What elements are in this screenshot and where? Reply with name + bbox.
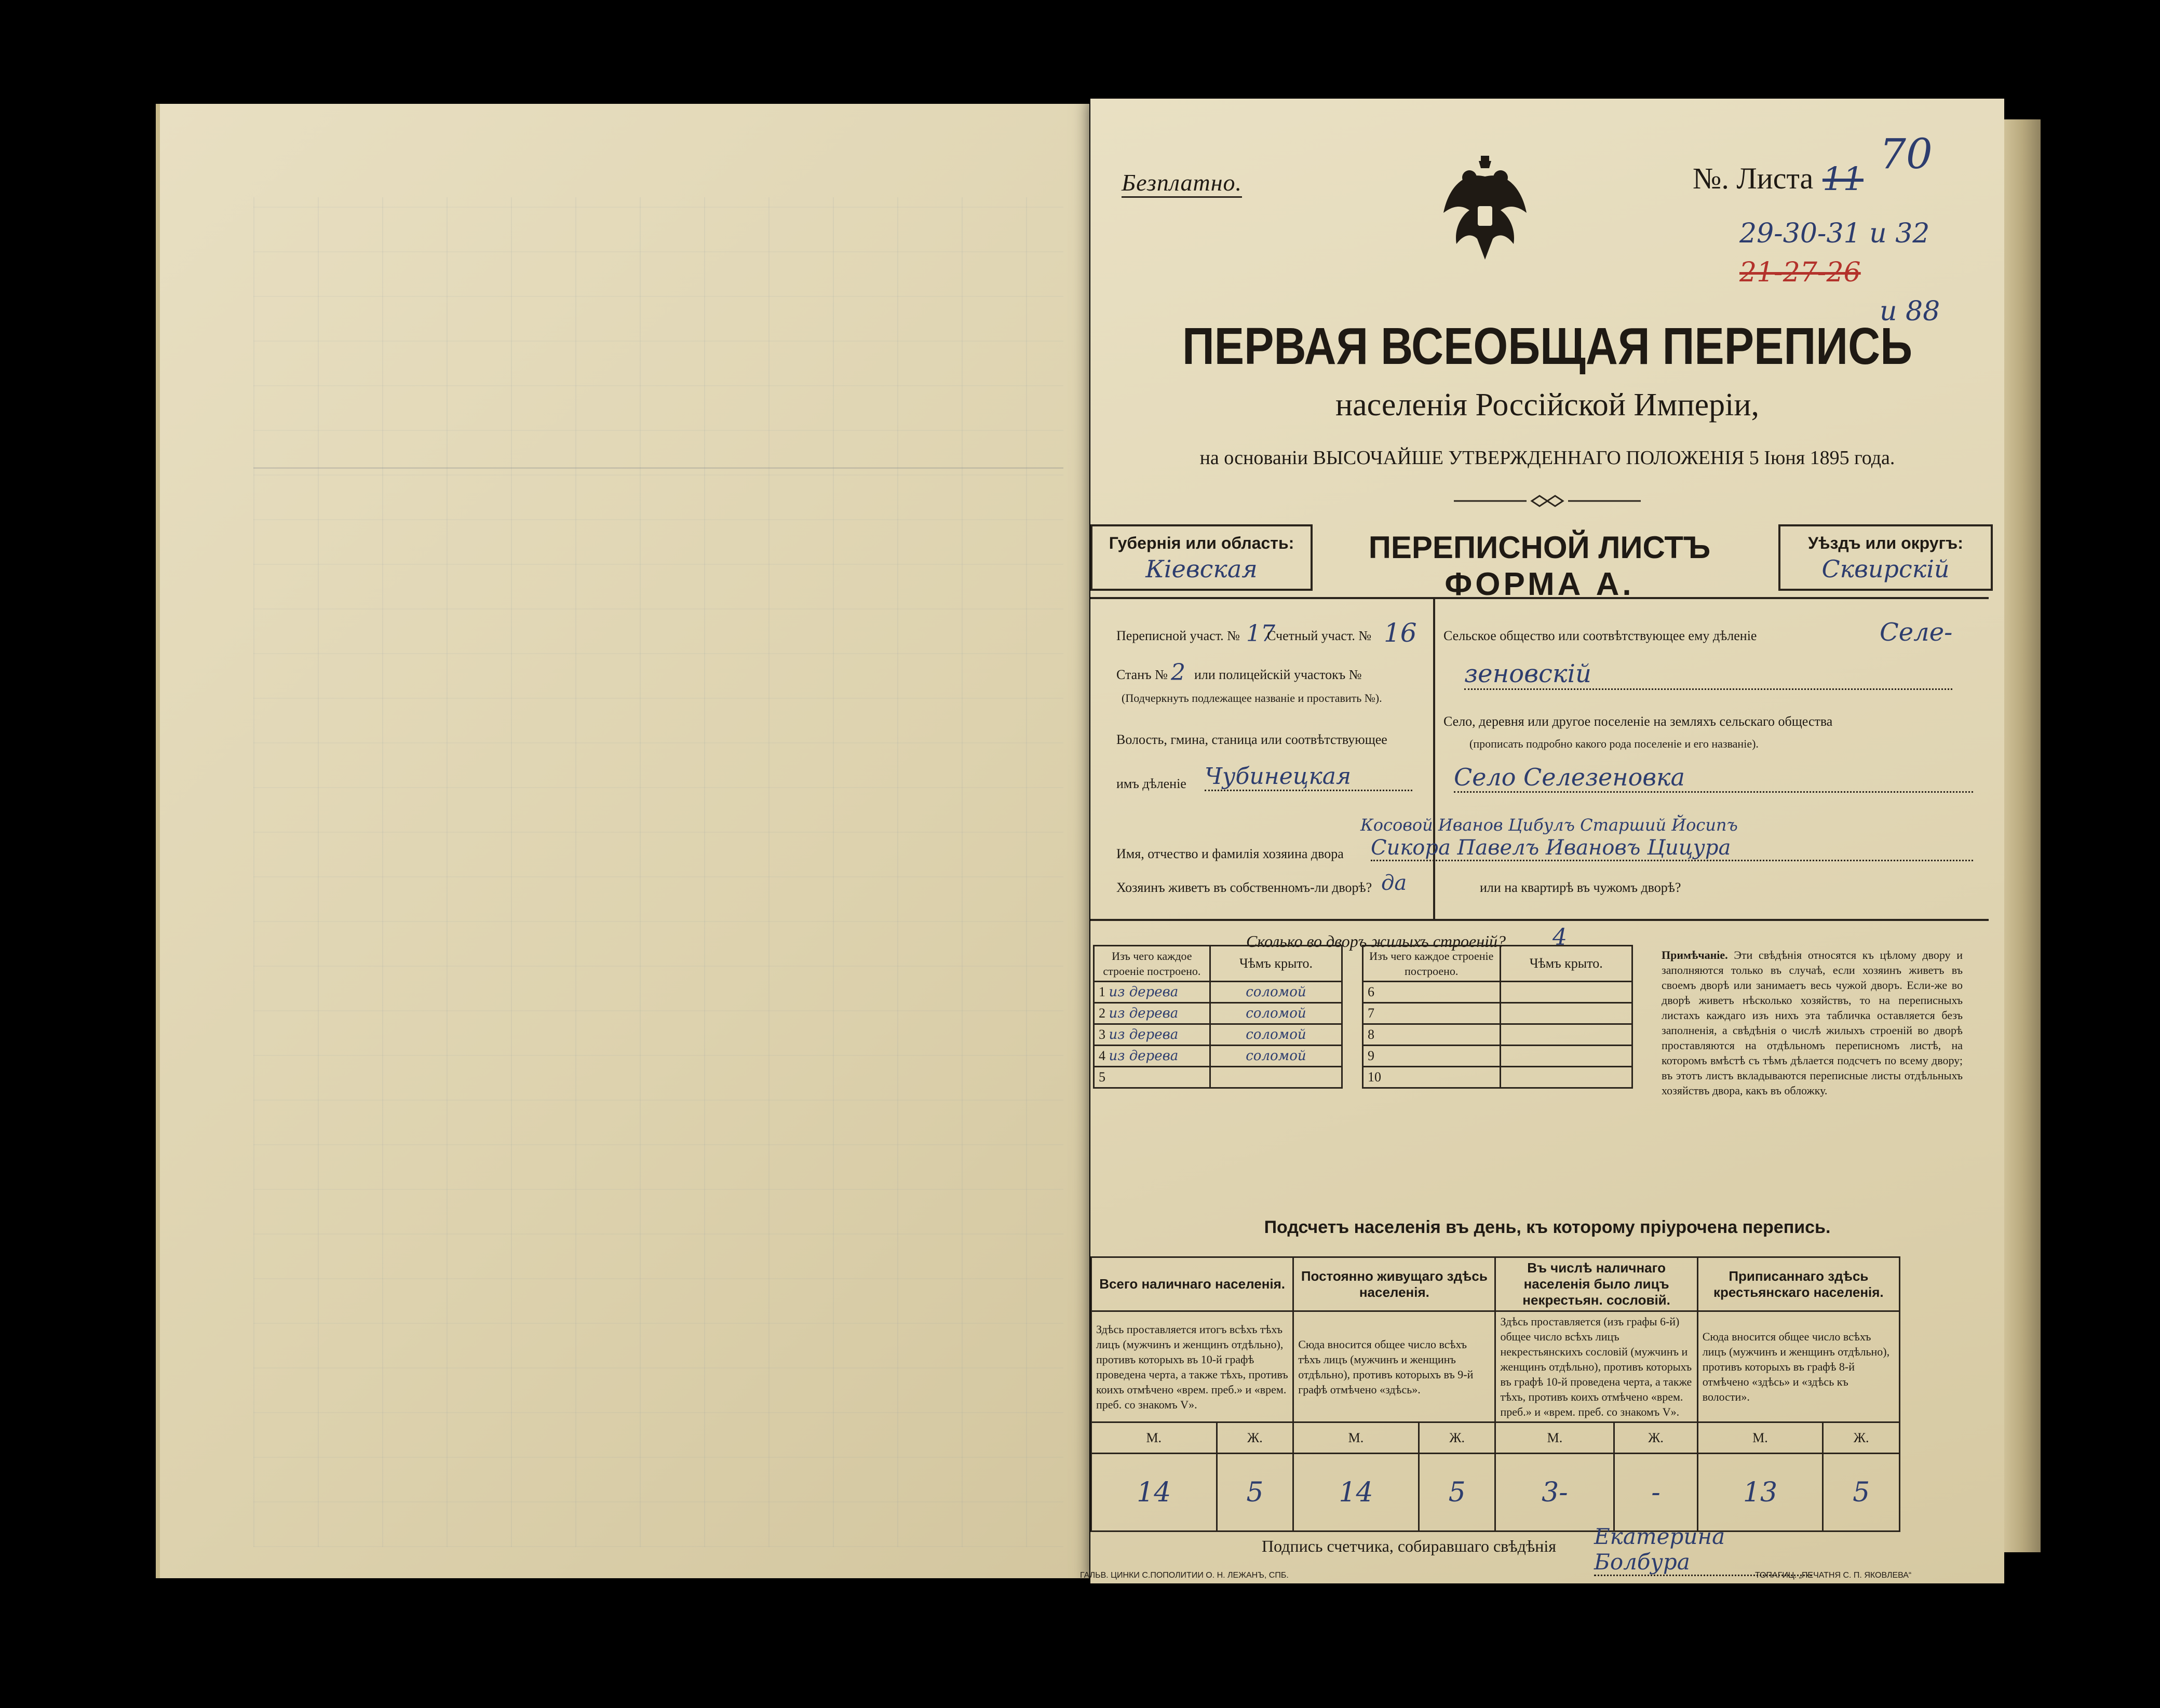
census-basis: на основаніи ВЫСОЧАЙШЕ УТВЕРЖДЕННАГО ПОЛОЖЕНІЯ 5 Іюня 1895 года. [1199, 447, 1895, 469]
row-number: 9 [1362, 1046, 1500, 1067]
lives-rest-label: или на квартирѣ въ чужомъ дворѣ? [1480, 880, 1681, 895]
table-gap [1342, 946, 1363, 982]
row-number: 5 [1099, 1069, 1105, 1085]
row-number: 3 [1099, 1027, 1105, 1042]
page-title: ПЕРВАЯ ВСЕОБЩАЯ ПЕРЕПИСЬ [1182, 317, 1913, 375]
volost-label-2: имъ дѣленіе [1116, 776, 1186, 791]
col-roof: Чѣмъ крыто. [1210, 946, 1342, 982]
female-header: Ж. [1419, 1422, 1495, 1454]
table-cell [1094, 1067, 1210, 1088]
table-gap [1342, 1067, 1363, 1088]
note-text: Эти свѣдѣнія относятся къ цѣлому двору и заполняются только въ случаѣ, если хозяинъ живетъ въ своемъ дворѣ или занимаетъ весь чужой дворъ. Если-же во дворѣ живетъ нѣсколько хозяйствъ, то на переписныхъ листахъ каждаго изъ нихъ эта табличка оставляется безъ заполненія, а свѣдѣнія о числѣ жилыхъ строеній во дворѣ проставляются на отдѣльномъ переписномъ листѣ, на которомъ вмѣстѣ съ тѣмъ дѣлается подсчетъ по всему двору; въ этотъ листъ вкладываются переписные листы отдѣльныхъ хозяйствъ двора, какъ въ обложку. [1662, 948, 1963, 1097]
village-note: (прописать подробно какого рода поселеніе и его названіе). [1469, 737, 1759, 750]
left-page [156, 104, 1089, 1578]
col-material: Изъ чего каждое строеніе построено. [1362, 946, 1500, 982]
table-cell [1500, 1067, 1632, 1088]
row-number: 2 [1099, 1006, 1105, 1021]
lives-label: Хозяинъ живетъ въ собственномъ-ли дворѣ? [1116, 880, 1372, 895]
male-count: 3- [1495, 1454, 1614, 1531]
table-cell [1500, 982, 1632, 1003]
row-number: 6 [1362, 982, 1500, 1003]
female-count: 5 [1419, 1454, 1495, 1531]
sheet-number-handwritten: 70 [1880, 130, 1933, 178]
sheet-number-value: 11 [1823, 160, 1864, 198]
owner-label: Имя, отчество и фамилія хозяина двора [1116, 846, 1344, 861]
count-col-head: Въ числѣ наличнаго населенія было лицъ некрестьян. сословій. [1495, 1257, 1697, 1311]
stan-label: Станъ № [1116, 667, 1168, 682]
count-col-head: Всего наличнаго населенія. [1091, 1257, 1293, 1311]
count-title: Подсчетъ населенія въ день, къ которому пріурочена перепись. [1264, 1217, 1831, 1237]
material-value: из дерева [1109, 1027, 1179, 1042]
lives-value: да [1381, 871, 1407, 895]
gubernia-label: Губернія или область: [1109, 534, 1294, 552]
stan-value: 2 [1171, 659, 1185, 686]
census-form-page [1080, 99, 2004, 1583]
population-count-table [1090, 1256, 1900, 1532]
male-header: М. [1697, 1422, 1823, 1454]
uezd-label: Уѣздъ или округъ: [1808, 534, 1963, 552]
count-col-head: Постоянно живущаго здѣсь населенія. [1293, 1257, 1495, 1311]
table-cell [1500, 1003, 1632, 1024]
count-col-head: Приписаннаго здѣсь крестьянскаго населенія. [1697, 1257, 1899, 1311]
row-number: 4 [1099, 1048, 1105, 1063]
table-cell [1500, 1024, 1632, 1046]
female-count: - [1614, 1454, 1697, 1531]
female-count: 5 [1823, 1454, 1900, 1531]
table-cell [1094, 1003, 1210, 1024]
material-value: из дерева [1109, 1006, 1179, 1021]
male-count: 14 [1293, 1454, 1419, 1531]
count-col-desc: Сюда вносится общее число всѣхъ лицъ (мужчинъ и женщинъ отдѣльно), противъ которыхъ въ графѣ 8-й отмѣчено «здѣсь» и «здѣсь къ волости». [1697, 1311, 1899, 1422]
census-district-value: 17 [1246, 620, 1275, 647]
count-col-desc: Сюда вносится общее число всѣхъ тѣхъ лицъ (мужчинъ и женщинъ отдѣльно), противъ которыхъ въ 9-й графѣ отмѣчено «здѣсь». [1293, 1311, 1495, 1422]
roof-value: соломой [1210, 1046, 1342, 1067]
count-district-label: Счетный участ. № [1267, 628, 1372, 643]
material-value: из дерева [1109, 1048, 1179, 1064]
row-number: 1 [1099, 984, 1105, 999]
table-cell [1500, 1046, 1632, 1067]
male-count: 13 [1697, 1454, 1823, 1531]
female-count: 5 [1217, 1454, 1293, 1531]
male-header: М. [1495, 1422, 1614, 1454]
sheet-title: ПЕРЕПИСНОЙ ЛИСТЪ [1368, 530, 1711, 565]
owner-value-above: Косовой Иванов Цибулъ Старший Йосипъ [1360, 815, 1738, 835]
handwritten-numbers-1: 29-30-31 и 32 [1739, 218, 1930, 249]
table-gap [1342, 982, 1363, 1003]
table-cell [1094, 1046, 1210, 1067]
printer-left: ГАЛЬВ. ЦИНКИ С.ПОПОЛИТИИ О. Н. ЛЕЖАНЪ, СПБ. [1080, 1571, 1289, 1580]
society-label: Сельское общество или соотвѣтствующее ему дѣленіе [1443, 628, 1757, 643]
sheet-number-label: №. Листа [1693, 161, 1814, 195]
owner-value: Сикора Павелъ Ивановъ Цицура [1371, 836, 1973, 861]
table-gap [1342, 1024, 1363, 1046]
gubernia-value: Кіевская [1145, 555, 1258, 583]
census-district-label: Переписной участ. № [1116, 628, 1240, 643]
roof-value [1210, 1067, 1342, 1088]
village-label: Село, деревня или другое поселеніе на земляхъ сельскаго общества [1443, 714, 1833, 729]
handwritten-numbers-2: 21-27-26 [1739, 257, 1861, 288]
handwritten-numbers-3: и 88 [1880, 296, 1940, 327]
table-gap [1342, 1003, 1363, 1024]
uezd-value: Сквирскій [1821, 555, 1950, 583]
volost-label: Волость, гмина, станица или соотвѣтствующее [1116, 732, 1387, 747]
double-headed-eagle-icon [1433, 156, 1537, 270]
note-title: Примѣчаніе. [1662, 948, 1728, 961]
stacked-sheets-edge [2004, 119, 2041, 1552]
signature-value: Екатерина Болбура [1594, 1524, 1812, 1576]
female-header: Ж. [1217, 1422, 1293, 1454]
male-header: М. [1091, 1422, 1217, 1454]
stan-note: (Подчеркнуть подлежащее названіе и проставить №). [1122, 692, 1382, 704]
roof-value: соломой [1210, 1003, 1342, 1024]
rule [1090, 919, 1989, 921]
col-material: Изъ чего каждое строеніе построено. [1094, 946, 1210, 982]
page-subtitle: населенія Россійской Имперіи, [1335, 387, 1760, 423]
buildings-value: 4 [1553, 924, 1567, 951]
roof-value: соломой [1210, 1024, 1342, 1046]
male-count: 14 [1091, 1454, 1217, 1531]
printer-right: ТОПАГИЦ. „ПЕЧАТНЯ С. П. ЯКОВЛЕВА“ [1755, 1571, 1912, 1580]
note-block [1662, 947, 1963, 1098]
roof-value: соломой [1210, 982, 1342, 1003]
left-page-faded-grid [253, 197, 1063, 1547]
count-col-desc: Здѣсь проставляется (изъ графы 6-й) общее число всѣхъ лицъ некрестьянскихъ сословій (мужчинъ и женщинъ отдѣльно), противъ которыхъ въ графѣ 10-й проведена черта, а также тѣхъ, противъ коихъ отмѣчено «врем. преб.» и «врем. преб. со знакомъ V». [1495, 1311, 1697, 1422]
row-number: 7 [1362, 1003, 1500, 1024]
rule [1433, 597, 1435, 919]
gubernia-box [1090, 524, 1313, 591]
table-gap [1342, 1046, 1363, 1067]
row-number: 10 [1362, 1067, 1500, 1088]
village-value: Село Селезеновка [1454, 763, 1973, 793]
volost-value: Чубинецкая [1205, 763, 1412, 791]
count-col-desc: Здѣсь проставляется итогъ всѣхъ тѣхъ лицъ (мужчинъ и женщинъ отдѣльно), противъ которыхъ въ 10-й графѣ проведена черта, а также тѣхъ, противъ коихъ отмѣчено «врем. преб.» и «врем. преб. со знакомъ V». [1091, 1311, 1293, 1422]
table-cell [1094, 982, 1210, 1003]
stan-rest-label: или полицейскій участокъ № [1194, 667, 1362, 682]
male-header: М. [1293, 1422, 1419, 1454]
rule [1090, 597, 1989, 599]
free-label: Безплатно. [1122, 169, 1242, 198]
count-district-value: 16 [1384, 618, 1417, 648]
col-roof: Чѣмъ крыто. [1500, 946, 1632, 982]
society-value-1: Селе- [1880, 618, 1953, 647]
society-value-2: зеновскій [1464, 659, 1952, 690]
ornament-divider-icon [1454, 493, 1641, 509]
form-title: ФОРМА А. [1445, 566, 1635, 602]
female-header: Ж. [1614, 1422, 1697, 1454]
row-number: 8 [1362, 1024, 1500, 1046]
buildings-table [1093, 945, 1633, 1089]
table-cell [1094, 1024, 1210, 1046]
buildings-label: Сколько во дворъ жилыхъ строеній? [1246, 932, 1506, 951]
signature-label: Подпись счетчика, собиравшаго свѣдѣнія [1262, 1537, 1557, 1555]
material-value: из дерева [1109, 984, 1179, 1000]
uezd-box [1778, 524, 1993, 591]
female-header: Ж. [1823, 1422, 1900, 1454]
